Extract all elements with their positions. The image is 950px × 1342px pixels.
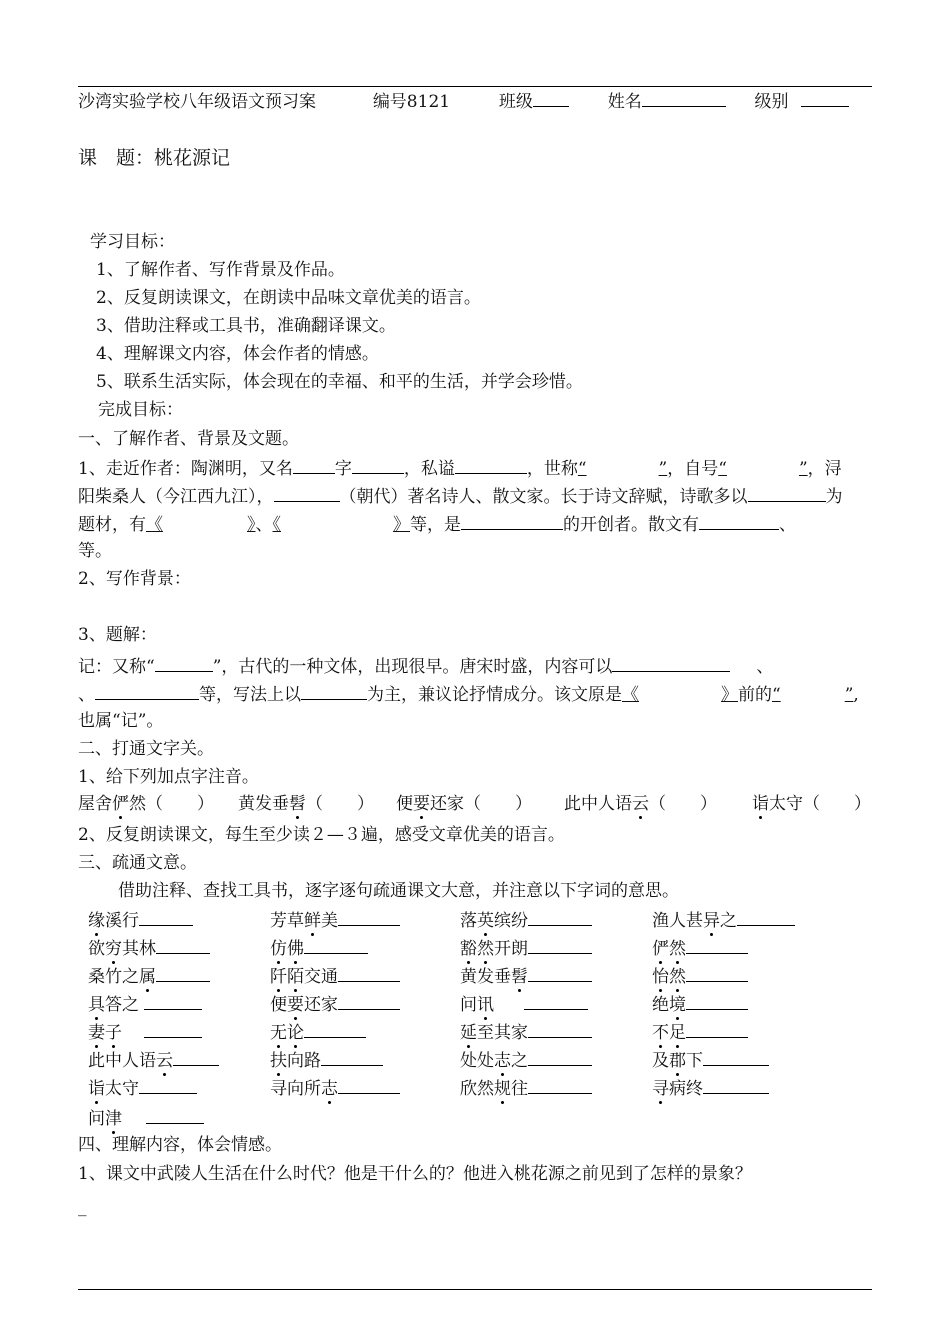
ji-text: 、 (756, 657, 774, 677)
section2-heading: 二、打通文字关。 (78, 739, 214, 759)
author-text: ，自号 (667, 459, 719, 479)
vocab-item[interactable]: 渔人甚异之 (652, 908, 795, 932)
ji-method-blank[interactable] (301, 682, 367, 700)
vocab-item[interactable]: 怡然 (652, 964, 748, 988)
pinyin-question: 1、给下列加点字注音。 (78, 767, 259, 787)
background-question: 2、写作背景： (78, 569, 191, 589)
goal-item: 4、理解课文内容，体会作者的情感。 (96, 344, 379, 364)
complete-goals-heading: 完成目标： (98, 400, 183, 420)
content-question-1: 1、课文中武陵人生活在什么时代？他是干什么的？他进入桃花源之前见到了怎样的景象？ (78, 1164, 752, 1184)
lesson-title: 桃花源记 (154, 147, 231, 169)
author-line-4: 等。 (78, 541, 112, 561)
author-line-1 (78, 456, 842, 480)
pinyin-item[interactable]: 此中人语云（ ） (564, 794, 717, 814)
footer-rule (78, 1289, 872, 1290)
author-text: 阳柴桑人（今江西九江）， (78, 487, 274, 507)
vocab-item[interactable]: 扶向路 (270, 1048, 383, 1072)
class-label: 班级 (498, 92, 533, 112)
answer-line[interactable]: _ (78, 1197, 87, 1217)
author-text: ，浔 (807, 459, 842, 479)
vocab-item[interactable]: 缘溪行 (88, 908, 193, 932)
author-text: 为 (825, 487, 843, 507)
author-text: 题材，有 (78, 515, 146, 535)
author-text: （朝代）著名诗人、散文家。长于诗文辞赋，诗歌多以 (339, 487, 748, 507)
work-title-blank-2[interactable]: 《 》 (272, 515, 410, 535)
vocab-item[interactable]: 问津 (88, 1106, 204, 1130)
author-text: 的开创者。散文有 (563, 515, 699, 535)
vocab-item[interactable]: 阡陌交通 (270, 964, 400, 988)
lesson-topic (78, 146, 230, 170)
vocab-item[interactable]: 便要还家 (270, 992, 400, 1016)
vocab-item[interactable]: 黄发垂髫 (460, 964, 592, 988)
goal-item: 1、了解作者、写作背景及作品。 (96, 260, 345, 280)
author-text: 、 (255, 515, 273, 535)
name-blank[interactable] (642, 89, 726, 107)
level-label: 级别 (754, 92, 789, 112)
ji-line-3: 也属“记”。 (78, 711, 164, 731)
ji-content-blank-2[interactable] (95, 682, 199, 700)
sheet-number: 编号8121 (372, 92, 451, 112)
section4-heading: 四、理解内容，体会情感。 (78, 1135, 282, 1155)
vocab-item[interactable]: 无论 (270, 1020, 366, 1044)
name-label: 姓名 (607, 92, 642, 112)
class-blank[interactable] (533, 89, 569, 107)
title-explanation-question: 3、题解： (78, 625, 157, 645)
pinyin-item[interactable]: 黄发垂髫（ ） (238, 794, 374, 814)
self-title-blank[interactable]: “ ” (718, 459, 808, 479)
vocab-item[interactable]: 绝境 (652, 992, 748, 1016)
vocab-item[interactable]: 问讯 (460, 992, 588, 1016)
topic-label: 课 题： (78, 147, 155, 169)
author-line-3 (78, 512, 796, 536)
level-blank[interactable] (801, 89, 849, 107)
vocab-item[interactable]: 落英缤纷 (460, 908, 592, 932)
posthumous-name-blank[interactable] (455, 456, 527, 474)
vocab-item[interactable]: 不足 (652, 1020, 748, 1044)
vocab-item[interactable]: 桑竹之属 (88, 964, 210, 988)
vocab-item[interactable]: 芳草鲜美 (270, 908, 400, 932)
vocab-item[interactable]: 欲穷其林 (88, 936, 210, 960)
ji-source-blank[interactable]: 《 》 (622, 685, 738, 705)
courtesy-name-blank[interactable] (352, 456, 404, 474)
vocab-item[interactable]: 诣太守 (88, 1076, 197, 1100)
vocab-item[interactable]: 处处志之 (460, 1048, 592, 1072)
pinyin-item[interactable]: 诣太守（ ） (752, 794, 871, 814)
vocab-item[interactable]: 俨然 (652, 936, 748, 960)
ji-text: 等，写法上以 (199, 685, 301, 705)
ji-text: 、 (78, 685, 95, 705)
ji-line-2: 、 等，写法上以 为主，兼议论抒情成分。该文原是《 》前的“ ”, (78, 682, 859, 706)
vocab-item[interactable]: 此中人语云 (88, 1048, 219, 1072)
header-top-rule (78, 86, 872, 87)
pinyin-item[interactable]: 便要还家（ ） (396, 794, 532, 814)
ji-text: ”，古代的一种文体，出现很早。唐宋时盛，内容可以 (212, 657, 613, 677)
author-text: 字 (334, 459, 352, 479)
school-name: 沙湾实验学校八年级语文预习案 (78, 92, 316, 112)
goals-heading: 学习目标： (90, 232, 175, 252)
title-quote-blank[interactable]: “ ” (577, 459, 668, 479)
vocab-item[interactable]: 豁然开朗 (460, 936, 592, 960)
vocab-item[interactable]: 延至其家 (460, 1020, 592, 1044)
author-text: ，世称 (526, 459, 578, 479)
ji-text: 为主，兼议论抒情成分。该文原是 (367, 685, 622, 705)
ji-text: 记：又称“ (78, 657, 155, 677)
section3-intro: 借助注释、查找工具书，逐字逐句疏通课文大意，并注意以下字词的意思。 (118, 881, 679, 901)
section1-heading: 一、了解作者、背景及文题。 (78, 429, 299, 449)
pinyin-item[interactable]: 屋舍俨然（ ） (78, 794, 214, 814)
ji-content-blank-1[interactable] (612, 654, 730, 672)
ji-preface-blank[interactable]: “ ” (772, 685, 854, 705)
dynasty-blank[interactable] (274, 484, 340, 502)
ji-alias-blank[interactable] (155, 654, 213, 672)
vocab-item[interactable]: 具答之 (88, 992, 202, 1016)
vocab-item[interactable]: 仿佛 (270, 936, 368, 960)
author-text: 1、走近作者：陶渊明，又名 (78, 459, 293, 479)
vocab-item[interactable]: 欣然规往 (460, 1076, 592, 1100)
vocab-item[interactable]: 及郡下 (652, 1048, 769, 1072)
author-text: 等，是 (410, 515, 461, 535)
vocab-item[interactable]: 寻病终 (652, 1076, 769, 1100)
header-line (78, 89, 849, 113)
ji-text: 前的 (738, 685, 772, 705)
alias-blank[interactable] (293, 456, 335, 474)
goal-item: 5、联系生活实际，体会现在的幸福、和平的生活，并学会珍惜。 (96, 372, 583, 392)
vocab-item[interactable]: 寻向所志 (270, 1076, 400, 1100)
section3-heading: 三、疏通文意。 (78, 853, 197, 873)
ji-line-1 (78, 654, 773, 678)
vocab-item[interactable]: 妻子 (88, 1020, 202, 1044)
goal-item: 3、借助注释或工具书，准确翻译课文。 (96, 316, 396, 336)
founder-blank[interactable] (461, 512, 563, 530)
author-text: ，私谥 (403, 459, 455, 479)
poetry-theme-blank[interactable] (748, 484, 826, 502)
reading-question: 2、反复朗读课文，每生至少读２—３遍，感受文章优美的语言。 (78, 825, 565, 845)
prose-blank[interactable] (699, 512, 779, 530)
pinyin-items (78, 793, 872, 815)
author-text: 、 (779, 515, 796, 535)
author-line-2 (78, 484, 843, 508)
goal-item: 2、反复朗读课文，在朗读中品味文章优美的语言。 (96, 288, 481, 308)
work-title-blank-1[interactable]: 《 》 (146, 515, 256, 535)
